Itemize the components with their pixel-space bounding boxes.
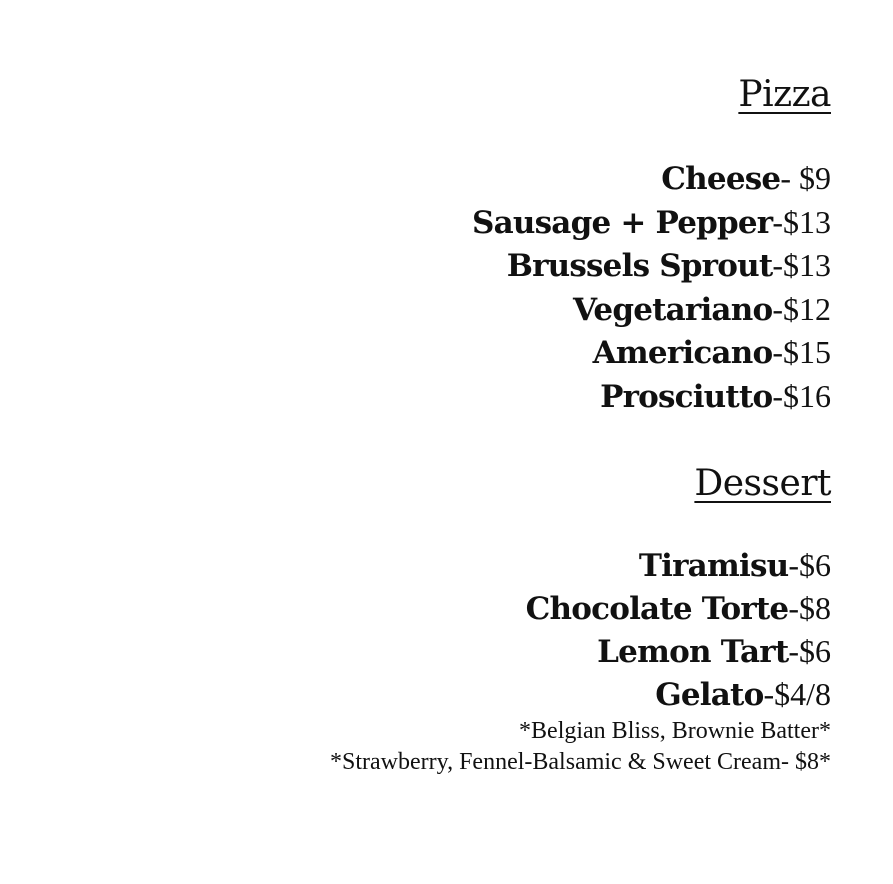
item-name: Cheese — [661, 161, 781, 197]
gelato-flavors-note: *Strawberry, Fennel-Balsamic & Sweet Cream- $8* — [330, 749, 831, 775]
menu-item-cheese — [11, 157, 831, 201]
pizza-heading: Pizza — [738, 74, 831, 115]
item-name: Chocolate Torte — [525, 591, 789, 627]
item-name: Americano — [592, 335, 773, 371]
item-price: -$8 — [788, 590, 831, 626]
menu-item-gelato — [11, 673, 831, 716]
menu-item-brussels-sprout — [11, 244, 831, 288]
menu-item-tiramisu — [11, 544, 831, 587]
item-price: -$4/8 — [763, 676, 831, 712]
item-name: Lemon Tart — [597, 634, 789, 670]
item-price: -$6 — [788, 547, 831, 583]
item-price: -$12 — [772, 290, 831, 327]
pizza-item-list — [11, 157, 831, 418]
menu-page — [11, 0, 831, 778]
gelato-flavors-note: *Belgian Bliss, Brownie Batter* — [519, 718, 831, 744]
menu-item-chocolate-torte — [11, 587, 831, 630]
item-price: -$13 — [772, 247, 831, 283]
dessert-item-list — [11, 544, 831, 716]
menu-item-lemon-tart — [11, 630, 831, 673]
dessert-heading: Dessert — [694, 463, 831, 504]
item-name: Tiramisu — [638, 548, 789, 584]
menu-item-prosciutto — [11, 375, 831, 419]
item-price: -$15 — [772, 334, 831, 370]
menu-item-vegetariano — [11, 288, 831, 332]
item-price: -$6 — [788, 633, 831, 669]
item-price: -$13 — [772, 203, 831, 240]
item-name: Vegetariano — [572, 291, 773, 328]
item-price: - $9 — [780, 160, 831, 196]
menu-item-americano — [11, 331, 831, 375]
item-name: Gelato — [655, 677, 764, 713]
menu-item-sausage-pepper — [11, 201, 831, 245]
item-name: Brussels Sprout — [506, 248, 773, 284]
item-name: Prosciutto — [600, 378, 773, 415]
dessert-section — [11, 462, 831, 778]
item-name: Sausage + Pepper — [472, 204, 773, 241]
pizza-section — [11, 73, 831, 418]
item-price: -$16 — [772, 377, 831, 414]
